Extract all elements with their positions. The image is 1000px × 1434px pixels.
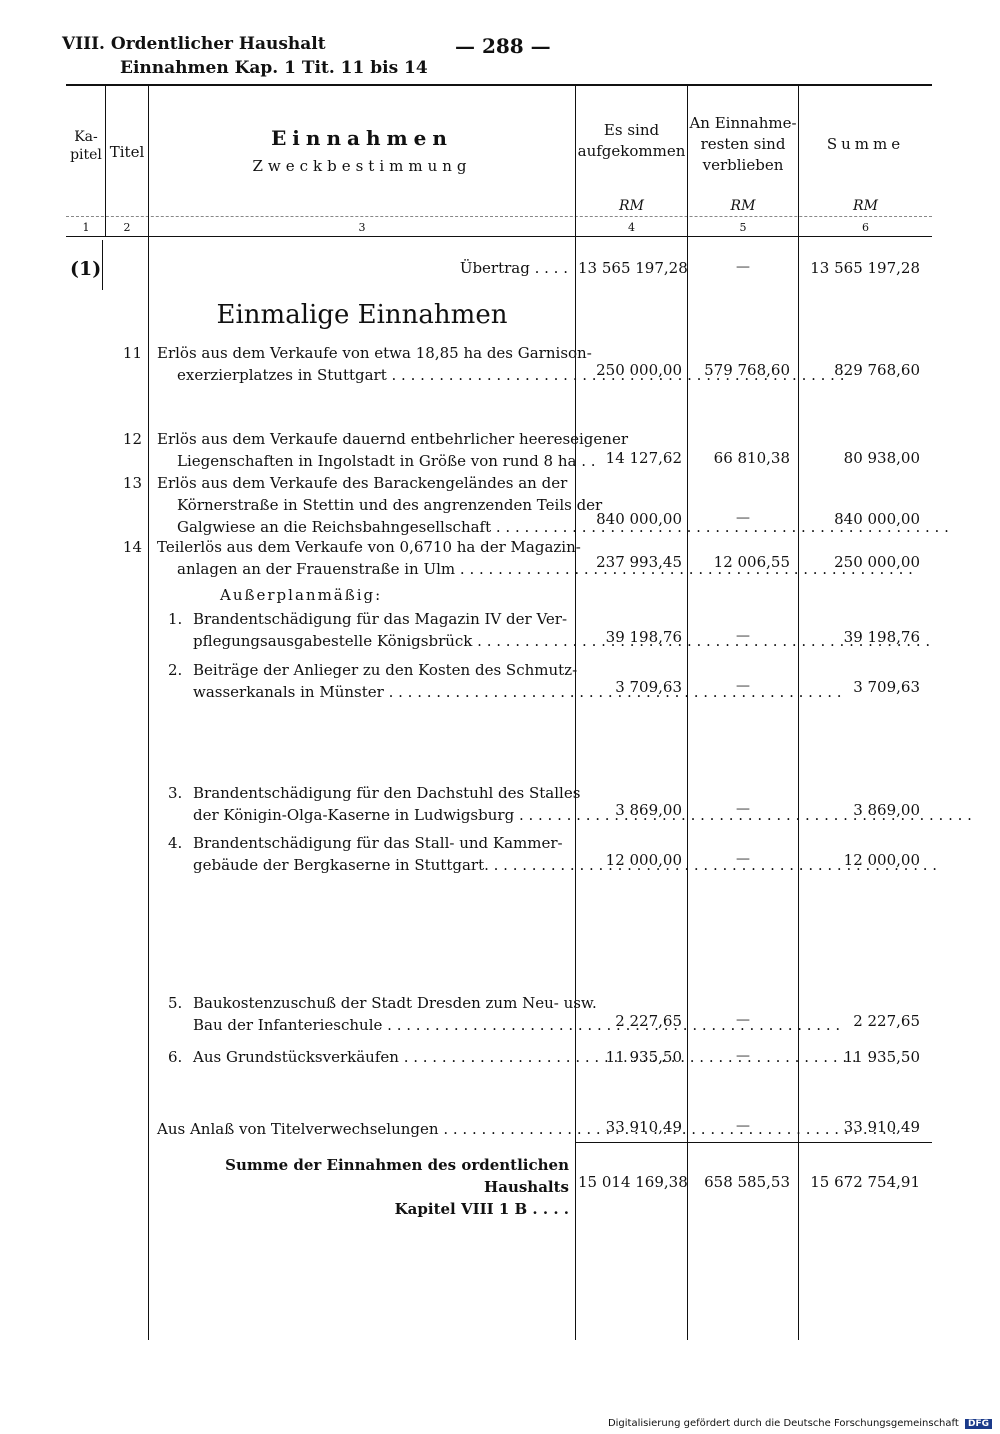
desc-line: anlagen an der Frauenstraße in Ulm <box>177 560 456 578</box>
item-col4: 3 869,00 <box>615 801 682 819</box>
desc-line: exerzierplatzes in Stuttgart <box>177 366 387 384</box>
summe-line1: Summe der Einnahmen des ordentlichen Haushalts <box>225 1156 569 1196</box>
digitization-footer <box>608 1418 992 1429</box>
colnum-5: 5 <box>739 221 747 234</box>
item-col4: 11 935,50 <box>605 1048 682 1066</box>
desc-line: Bau der Infanterieschule <box>193 1016 383 1034</box>
colnum-6: 6 <box>862 221 869 234</box>
desc-line: gebäude der Bergkaserne in Stuttgart <box>193 856 485 874</box>
row-col5: — <box>736 510 750 526</box>
unit-col6: RM <box>853 198 878 214</box>
summe-line2: Kapitel VIII 1 B . . . . <box>394 1200 569 1218</box>
row-col5: 579 768,60 <box>704 361 790 379</box>
summe-label <box>157 1154 569 1220</box>
item-col5: — <box>736 1048 750 1064</box>
item-description <box>193 659 578 703</box>
desc-line: Erlös aus dem Verkaufe von etwa 18,85 ha des Garnison- <box>157 344 592 362</box>
item-description <box>193 782 581 826</box>
row-col5: 66 810,38 <box>713 449 790 467</box>
section-title: Einmalige Einnahmen <box>216 300 508 330</box>
row-col4: 250 000,00 <box>596 361 682 379</box>
row-col6: 829 768,60 <box>834 361 920 379</box>
header-einnahmen: Einnahmen <box>271 126 453 150</box>
colnum-1: 1 <box>82 221 90 234</box>
desc-line: Baukostenzuschuß der Stadt Dresden zum Neu- usw. <box>193 994 597 1012</box>
header-reste: An Einnahme- resten sind verblieben <box>689 114 797 174</box>
item-col4: 12 000,00 <box>605 851 682 869</box>
uebertrag-col6: 13 565 197,28 <box>810 259 920 277</box>
item-col6: 11 935,50 <box>843 1048 920 1066</box>
header-bottom-rule <box>66 236 932 237</box>
desc-line: Brandentschädigung für das Magazin IV der Ver- <box>193 610 568 628</box>
uebertrag-label: Übertrag . . . . <box>459 259 568 277</box>
item-number: 1. <box>168 610 183 628</box>
item-col6: 3 709,63 <box>853 678 920 696</box>
item-number: 3. <box>168 784 183 802</box>
colnum-3: 3 <box>358 221 366 234</box>
anlass-col5: — <box>736 1118 750 1134</box>
unit-col5: RM <box>730 198 756 214</box>
row-col4: 14 127,62 <box>605 449 682 467</box>
item-number: 5. <box>168 994 183 1012</box>
row-col6: 80 938,00 <box>843 449 920 467</box>
item-col4: 3 709,63 <box>615 678 682 696</box>
header-titel: Titel <box>109 143 145 161</box>
item-description <box>193 1046 569 1068</box>
desc-line: Liegenschaften in Ingolstadt in Größe von rund 8 ha . . <box>177 452 596 470</box>
item-description <box>193 608 569 652</box>
unit-rule <box>66 216 932 217</box>
item-col5: — <box>736 628 750 644</box>
header-aufgekommen: Es sind aufgekommen <box>577 121 686 160</box>
item-number: 2. <box>168 661 183 679</box>
row-description <box>157 472 603 538</box>
desc-line: pflegungsausgabestelle Königsbrück <box>193 632 473 650</box>
footer-text: Digitalisierung gefördert durch die Deutsche Forschungsgemeinschaft <box>607 1418 959 1429</box>
item-col5: — <box>736 678 750 694</box>
item-col6: 2 227,65 <box>853 1012 920 1030</box>
uebertrag-col5: — <box>736 259 750 275</box>
colnum-4: 4 <box>628 221 635 234</box>
item-col5: — <box>736 1012 750 1028</box>
desc-line: Körnerstraße in Stettin und des angrenzenden Teils der <box>177 496 603 514</box>
row-titel: 13 <box>122 474 142 492</box>
item-col6: 12 000,00 <box>843 851 920 869</box>
item-col6: 39 198,76 <box>843 628 920 646</box>
col-divider-5 <box>798 86 799 1340</box>
row-titel: 11 <box>122 344 142 362</box>
desc-line: Teilerlös aus dem Verkaufe von 0,6710 ha der Magazin- <box>157 538 581 556</box>
item-col4: 39 198,76 <box>605 628 682 646</box>
desc-line: Galgwiese an die Reichsbahngesellschaft <box>177 518 492 536</box>
anlass-col4: 33 910,49 <box>605 1118 682 1136</box>
desc-line: wasserkanals in Münster <box>193 683 384 701</box>
page-number: — 288 — <box>455 34 551 58</box>
row-col6: 840 000,00 <box>834 510 920 528</box>
running-head-title: VIII. Ordentlicher Haushalt <box>62 34 326 54</box>
header-kapitel: Ka- pitel <box>70 129 102 163</box>
anlass-label: Aus Anlaß von Titelverwechselungen <box>157 1120 439 1138</box>
row-description <box>157 342 592 386</box>
sum-rule <box>576 1142 932 1143</box>
desc-line: Aus Grundstücksverkäufen <box>193 1048 399 1066</box>
dfg-logo: DFG <box>965 1419 992 1429</box>
item-col5: — <box>736 851 750 867</box>
header-summe: Summe <box>826 135 905 153</box>
row-col4: 237 993,45 <box>596 553 682 571</box>
kapitel-stub-line <box>102 240 103 290</box>
table-top-rule <box>66 84 932 86</box>
unit-col4: RM <box>619 198 644 214</box>
uebertrag-col4: 13 565 197,28 <box>578 259 688 277</box>
row-description <box>157 428 628 472</box>
row-titel: 14 <box>122 538 142 556</box>
item-number: 6. <box>168 1048 183 1066</box>
desc-line: Erlös aus dem Verkaufe des Barackengeländes an der <box>157 474 568 492</box>
summe-col6: 15 672 754,91 <box>810 1173 920 1191</box>
row-titel: 12 <box>122 430 142 448</box>
item-col6: 3 869,00 <box>853 801 920 819</box>
item-col5: — <box>736 801 750 817</box>
row-description <box>157 536 581 580</box>
col-divider-2 <box>148 86 149 1340</box>
item-col4: 2 227,65 <box>615 1012 682 1030</box>
row-col4: 840 000,00 <box>596 510 682 528</box>
item-number: 4. <box>168 834 183 852</box>
desc-line: Beiträge der Anlieger zu den Kosten des Schmutz- <box>193 661 578 679</box>
row-col6: 250 000,00 <box>834 553 920 571</box>
header-zweckbestimmung: Zweckbestimmung <box>252 157 472 175</box>
desc-line: Erlös aus dem Verkaufe dauernd entbehrlicher heereseigener <box>157 430 628 448</box>
col-divider-3 <box>575 86 576 1340</box>
leader-dots <box>484 854 554 876</box>
colnum-2: 2 <box>123 221 131 234</box>
summe-col4: 15 014 169,38 <box>578 1173 688 1191</box>
desc-line: Brandentschädigung für das Stall- und Kammer- <box>193 834 563 852</box>
ausserplan-label: Außerplanmäßig: <box>220 586 383 604</box>
item-description <box>193 832 569 876</box>
item-description <box>193 992 597 1036</box>
anlass-description <box>157 1118 569 1140</box>
anlass-col6: 33 910,49 <box>843 1118 920 1136</box>
desc-line: Brandentschädigung für den Dachstuhl des Stalles <box>193 784 581 802</box>
kapitel-mark: (1) <box>70 258 102 280</box>
summe-col5: 658 585,53 <box>704 1173 790 1191</box>
desc-line: der Königin-Olga-Kaserne in Ludwigsburg <box>193 806 515 824</box>
row-col5: 12 006,55 <box>713 553 790 571</box>
running-head-subtitle: Einnahmen Kap. 1 Tit. 11 bis 14 <box>120 58 428 78</box>
